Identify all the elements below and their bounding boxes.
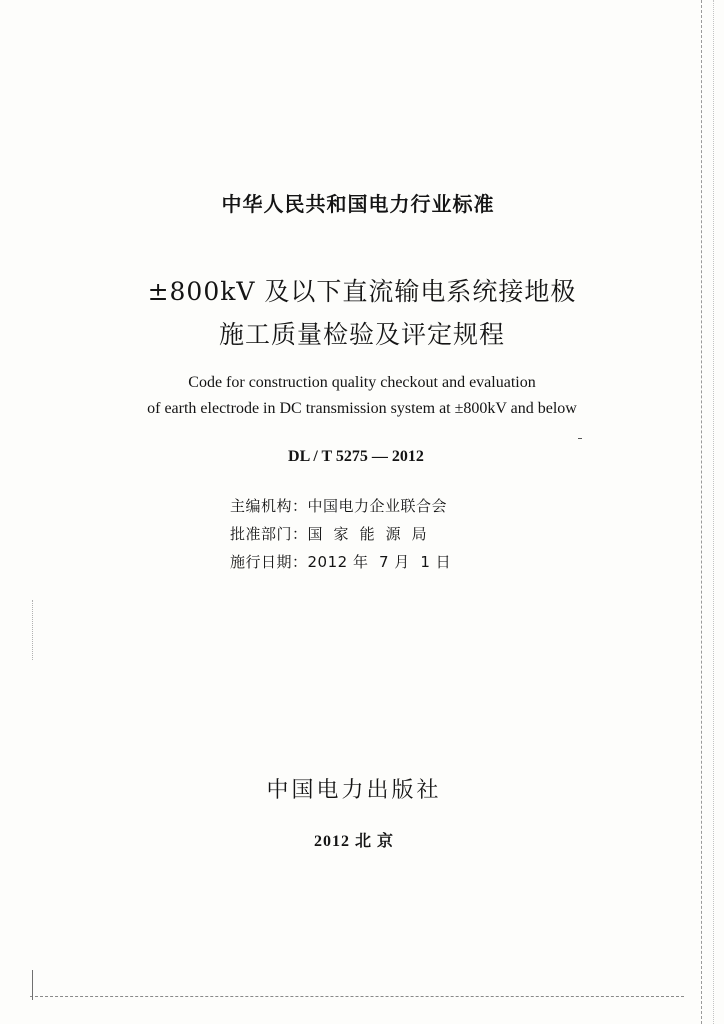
scan-edge-right	[701, 0, 702, 1024]
meta-approver	[230, 523, 427, 544]
title-zh-line1: ±800kV 及以下直流输电系统接地极	[147, 277, 577, 306]
scan-edge-left	[32, 600, 33, 660]
standard-code: DL / T 5275 — 2012	[288, 448, 424, 465]
meta-editor-value: 中国电力企业联合会	[307, 497, 448, 515]
standard-category: 中华人民共和国电力行业标准	[221, 192, 495, 216]
publisher: 中国电力出版社	[266, 778, 442, 803]
meta-approver-label: 批准部门：	[230, 525, 308, 543]
meta-effective-label: 施行日期：	[230, 553, 308, 571]
scan-edge-bottom	[30, 996, 684, 997]
meta-effective-date	[230, 551, 451, 572]
title-en-line1: Code for construction quality checkout and evaluation	[188, 374, 536, 391]
meta-editor-label: 主编机构：	[230, 497, 308, 515]
publish-year-place: 2012 北 京	[313, 833, 394, 850]
meta-approver-value: 国 家 能 源 局	[307, 525, 428, 543]
scan-speck	[578, 438, 582, 439]
title-zh-line2: 施工质量检验及评定规程	[218, 320, 505, 349]
meta-effective-value: 2012 年 7 月 1 日	[307, 553, 452, 571]
scan-edge-left-lower	[32, 970, 33, 1000]
title-en-line2: of earth electrode in DC transmission system at ±800kV and below	[147, 400, 577, 417]
meta-editor	[230, 495, 447, 516]
scan-edge-right-outer	[713, 0, 714, 1024]
